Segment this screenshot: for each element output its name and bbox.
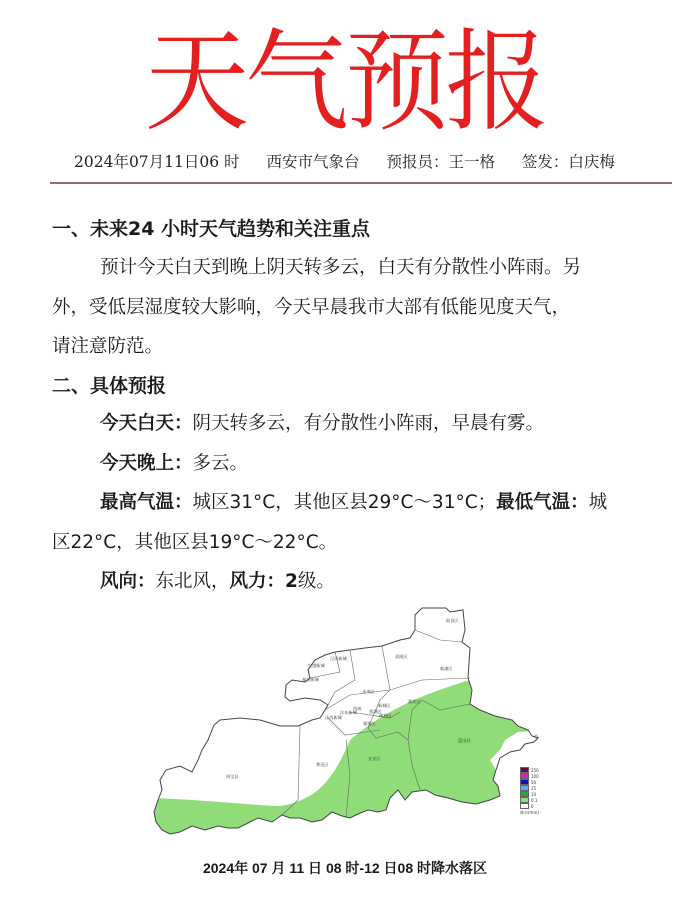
night-text: 多云。: [192, 452, 249, 474]
svg-text:高陵区: 高陵区: [395, 654, 408, 659]
svg-text:未央区: 未央区: [362, 689, 375, 694]
svg-text:灞桥区: 灞桥区: [408, 699, 421, 704]
wind-force-value: 2: [285, 571, 298, 592]
legend-item: 10: [520, 791, 550, 797]
section2-heading: 二、具体预报: [52, 375, 167, 397]
daytime-text: 阴天转多云，有分散性小阵雨，早晨有雾。: [192, 413, 545, 434]
legend-item: 0: [520, 803, 550, 809]
legend-item: 50: [520, 779, 550, 785]
temperature-forecast-cont: [52, 523, 622, 563]
svg-text:鄠邑区: 鄠邑区: [316, 762, 329, 767]
legend-unit: 降水(mm): [520, 810, 539, 815]
wind-dir-label: 风向：: [100, 571, 156, 592]
svg-text:新城区: 新城区: [378, 703, 391, 708]
legend-item: 250: [520, 767, 550, 773]
signer: 签发：白庆梅: [521, 153, 615, 171]
svg-text:西咸: 西咸: [353, 706, 362, 711]
issuer: 西安市气象台: [266, 153, 360, 171]
svg-text:碑林区: 碑林区: [379, 713, 392, 718]
section1-line: 请注意防范。: [52, 336, 164, 357]
issue-time: 2024年07月11日06 时: [74, 153, 240, 171]
legend-item: 100: [520, 773, 550, 779]
wind-force-label: 风力：: [229, 571, 286, 592]
temperature-forecast: [52, 483, 622, 523]
min-temp-text: 城: [588, 492, 608, 513]
daytime-label: 今天白天：: [100, 413, 193, 434]
max-temp-text: 城区31°C，其他区县29°C～31°C；: [192, 492, 497, 513]
svg-text:临潼区: 临潼区: [440, 666, 453, 671]
night-forecast: [52, 444, 622, 484]
svg-text:沣西新城: 沣西新城: [325, 715, 342, 720]
forecaster: 预报员：王一格: [386, 153, 495, 171]
wind-force-unit: 级。: [297, 571, 335, 592]
precipitation-map: [150, 600, 550, 860]
wind-dir-text: 东北风，: [155, 571, 230, 592]
section1-heading: 一、未来24 小时天气趋势和关注重点: [52, 218, 371, 240]
svg-text:莲湖区: 莲湖区: [369, 709, 382, 714]
daytime-forecast: [52, 404, 622, 444]
night-label: 今天晚上：: [100, 452, 193, 474]
section1-line: 外，受低层湿度较大影响，今天早晨我市大部有低能见度天气，: [52, 296, 571, 318]
precipitation-legend: [520, 767, 550, 816]
legend-item: 25: [520, 785, 550, 791]
header-divider: [50, 182, 672, 184]
page-title: 天气预报: [144, 17, 545, 147]
svg-text:雁塔区: 雁塔区: [363, 721, 376, 726]
svg-text:周至县: 周至县: [226, 774, 239, 779]
svg-text:西: 西: [534, 734, 539, 739]
svg-text:沣东新城: 沣东新城: [340, 710, 357, 715]
wind-forecast: [52, 562, 622, 602]
map-caption: 2024年 07 月 11 日 08 时-12 日08 时降水落区: [202, 860, 487, 876]
min-temp-text-cont: 区22°C，其他区县19°C～22°C。: [52, 531, 338, 553]
section2-body: [52, 404, 622, 602]
svg-text:泾河新城: 泾河新城: [330, 656, 347, 661]
max-temp-label: 最高气温：: [100, 492, 193, 513]
min-temp-label: 最低气温：: [496, 492, 589, 513]
section1-body: [52, 248, 622, 367]
legend-item: 0.1: [520, 797, 550, 803]
issue-info: [74, 150, 615, 172]
xian-district-map: [150, 600, 550, 860]
svg-text:秦汉新城: 秦汉新城: [302, 677, 319, 682]
section1-line: 预计今天白天到晚上阴天转多云，白天有分散性小阵雨。另: [100, 257, 582, 278]
svg-text:长安区: 长安区: [368, 756, 381, 761]
svg-text:空港新城: 空港新城: [308, 663, 325, 668]
svg-text:阎良区: 阎良区: [446, 618, 459, 623]
svg-text:蓝田县: 蓝田县: [458, 738, 471, 743]
